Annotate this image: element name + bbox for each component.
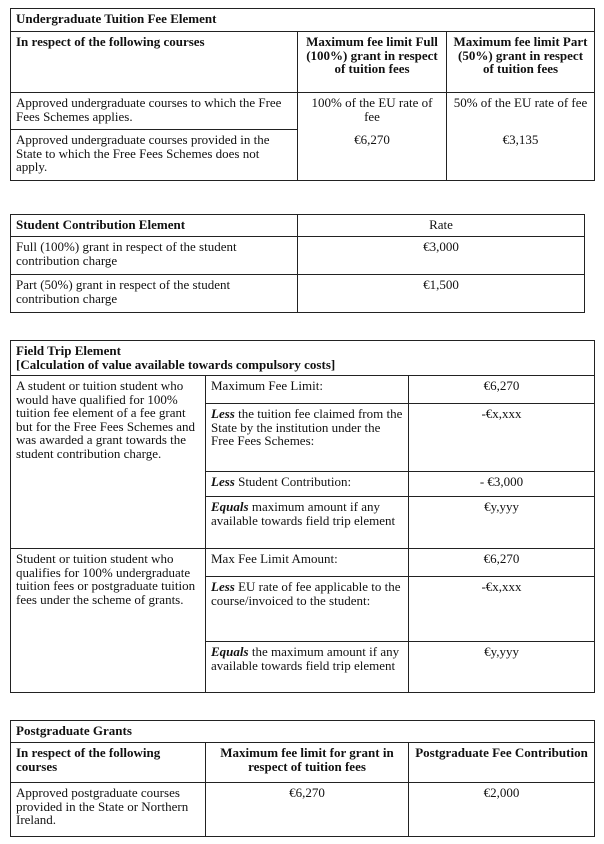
field-trip-title: Field Trip Element: [16, 343, 121, 358]
calc-value: €6,270: [409, 376, 595, 404]
calc-value: -€x,xxx: [409, 404, 595, 472]
calc-value: €6,270: [409, 549, 595, 577]
table-cell: 100% of the EU rate of fee: [298, 93, 447, 130]
field-trip-table: [10, 340, 595, 693]
column-header: Maximum fee limit for grant in respect of tuition fees: [206, 743, 409, 783]
calc-label-text: the tuition fee claimed from the State by the institution under the Free Fees Schemes:: [211, 406, 403, 448]
student-category-cell: A student or tuition student who would have qualified for 100% tuition fee element of a fee grant but for the Free Fees Schemes and was awarded a grant towards the student contribution charge.: [11, 376, 206, 549]
undergraduate-fee-table: [10, 8, 595, 181]
calc-label-text: EU rate of fee applicable to the course/invoiced to the student:: [211, 579, 401, 608]
emphasis-text: Less: [211, 579, 235, 594]
table-title: Undergraduate Tuition Fee Element: [11, 9, 595, 32]
calc-label: [206, 472, 409, 497]
emphasis-text: Less: [211, 474, 235, 489]
calc-label: [206, 404, 409, 472]
column-header: Maximum fee limit Full (100%) grant in respect of tuition fees: [298, 32, 447, 93]
student-contribution-table: [10, 214, 585, 313]
column-header: In respect of the following courses: [11, 32, 298, 93]
table-cell: €1,500: [298, 275, 585, 313]
calc-value: - €3,000: [409, 472, 595, 497]
postgraduate-grants-table: [10, 720, 595, 837]
calc-label: Maximum Fee Limit:: [206, 376, 409, 404]
table-cell: Approved undergraduate courses provided in the State to which the Free Fees Schemes does not apply.: [11, 130, 298, 181]
table-cell: €2,000: [409, 783, 595, 837]
table-cell: Approved postgraduate courses provided in the State or Northern Ireland.: [11, 783, 206, 837]
table-cell: €3,000: [298, 237, 585, 275]
calc-value: -€x,xxx: [409, 577, 595, 642]
calc-label-text: the maximum amount if any available towards field trip element: [211, 644, 400, 673]
table-title: Student Contribution Element: [11, 215, 298, 237]
field-trip-subtitle: [Calculation of value available towards compulsory costs]: [16, 356, 336, 372]
table-title: Postgraduate Grants: [11, 721, 595, 743]
column-header: Postgraduate Fee Contribution: [409, 743, 595, 783]
table-cell: Part (50%) grant in respect of the student contribution charge: [11, 275, 298, 313]
table-cell: 50% of the EU rate of fee: [447, 93, 595, 130]
calc-label-text: maximum amount if any available towards field trip element: [211, 499, 396, 528]
table-cell: €6,270: [298, 130, 447, 181]
calc-label: [206, 497, 409, 549]
calc-label: [206, 642, 409, 693]
calc-label: [206, 577, 409, 642]
column-header: Maximum fee limit Part (50%) grant in respect of tuition fees: [447, 32, 595, 93]
table-title: [11, 341, 595, 376]
calc-label: Max Fee Limit Amount:: [206, 549, 409, 577]
calc-label-text: Student Contribution:: [234, 474, 352, 489]
table-cell: Approved undergraduate courses to which the Free Fees Schemes applies.: [11, 93, 298, 130]
calc-value: €y,yyy: [409, 642, 595, 693]
table-cell: €3,135: [447, 130, 595, 181]
table-cell: €6,270: [206, 783, 409, 837]
emphasis-text: Equals: [211, 499, 249, 514]
column-header: Rate: [298, 215, 585, 237]
table-cell: Full (100%) grant in respect of the student contribution charge: [11, 237, 298, 275]
emphasis-text: Equals: [211, 644, 249, 659]
column-header: In respect of the following courses: [11, 743, 206, 783]
emphasis-text: Less: [211, 406, 235, 421]
student-category-cell: Student or tuition student who qualifies for 100% undergraduate tuition fees or postgraduate tuition fees under the scheme of grants.: [11, 549, 206, 693]
calc-value: €y,yyy: [409, 497, 595, 549]
